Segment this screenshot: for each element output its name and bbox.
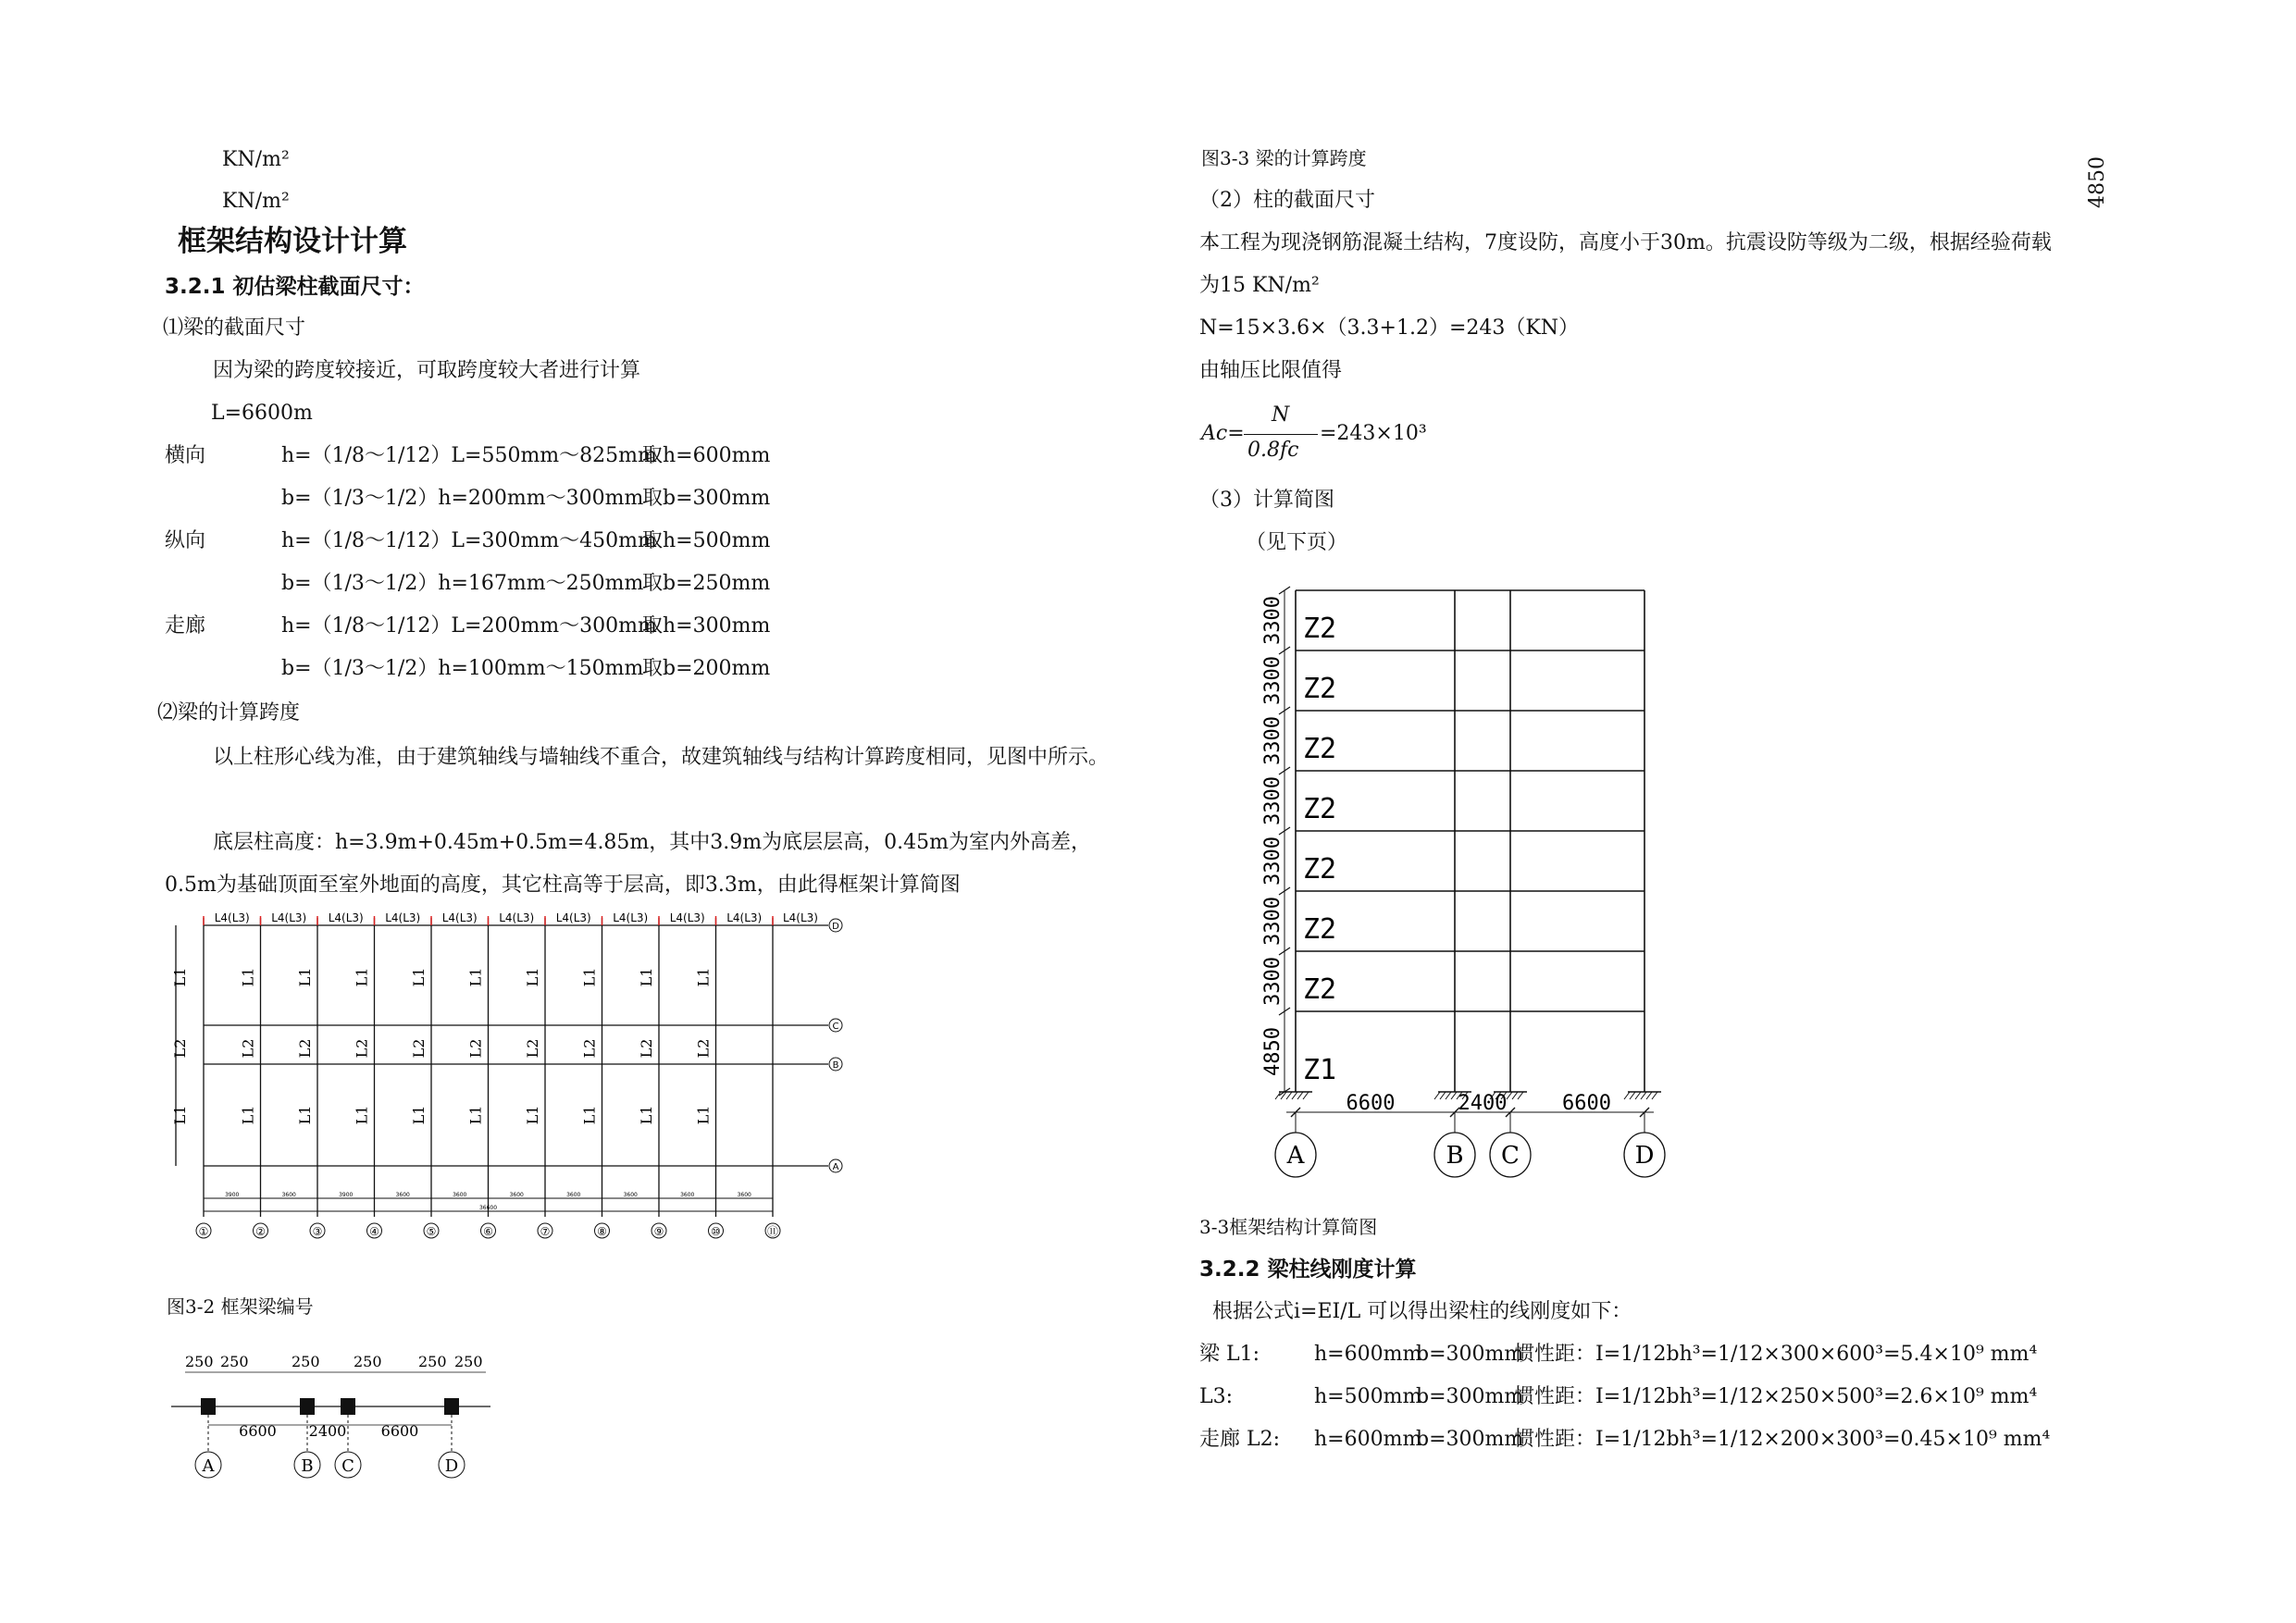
mini-top-dimension: 250 (292, 1353, 320, 1370)
frame-support-hatch (1451, 1092, 1457, 1099)
span-paragraph-1: 以上柱形心线为准，由于建筑轴线与墙轴线不重合，故建筑轴线与结构计算跨度相同，见图中所示。 (213, 746, 1110, 769)
frame-storey-height: 3300 (1261, 897, 1285, 946)
plan-beam-label: L1 (410, 967, 428, 987)
plan-beam-label: L1 (353, 967, 371, 987)
plan-axis-letter: D (832, 922, 839, 932)
frame-support-hatch (1652, 1092, 1657, 1099)
frame-storey-height: 3300 (1261, 836, 1285, 886)
mini-top-dimension: 250 (220, 1353, 249, 1370)
mini-column-square (201, 1398, 216, 1415)
stiffness-row-inertia: 惯性距：I=1/12bh³=1/12×200×300³=0.45×10⁹ mm⁴ (1514, 1428, 2051, 1451)
subsection-beam-section: ⑴梁的截面尺寸 (163, 316, 306, 340)
dimension-row-adopted: 取b=250mm (642, 572, 771, 595)
area-formula-numerator: N (1272, 403, 1290, 427)
plan-top-beam-label: L4(L3) (328, 911, 364, 924)
plan-beam-label: L1 (410, 1105, 428, 1125)
frame-storey-height: 3300 (1261, 957, 1285, 1006)
column-section-heading: （2）柱的截面尺寸 (1199, 189, 1375, 212)
plan-axis-number: ④ (369, 1225, 379, 1238)
stiffness-row-member: L3: (1199, 1385, 1234, 1408)
stiffness-formula-intro: 根据公式i=EI/L 可以得出梁柱的线刚度如下： (1212, 1300, 1632, 1323)
frame-axis-letter: C (1501, 1142, 1520, 1170)
see-next-page-note: （见下页） (1246, 531, 1348, 554)
frame-support-hatch (1297, 1092, 1303, 1099)
plan-axis-number: ③ (312, 1225, 323, 1238)
plan-top-beam-label: L4(L3) (214, 911, 250, 924)
plan-axis-number: ⑧ (597, 1225, 607, 1238)
plan-bay-dimension: 3600 (566, 1192, 581, 1198)
plan-beam-label: L1 (171, 1105, 189, 1125)
plan-top-beam-label: L4(L3) (271, 911, 307, 924)
area-formula (1201, 403, 1442, 472)
frame-column-label: Z2 (1303, 733, 1337, 765)
dimension-row-formula: h=（1/8～1/12）L=550mm～825mm (281, 444, 657, 467)
frame-support-hatch (1434, 1092, 1440, 1099)
subsection-beam-span: ⑵梁的计算跨度 (157, 701, 301, 725)
frame-support-hatch (1518, 1092, 1523, 1099)
plan-top-beam-label: L4(L3) (555, 911, 591, 924)
plan-bay-dimension: 3600 (623, 1192, 638, 1198)
dimension-row-label: 走廊 (165, 614, 206, 638)
plan-beam-label: L1 (638, 967, 655, 987)
plan-top-beam-label: L4(L3) (613, 911, 649, 924)
plan-bay-dimension: 3900 (225, 1192, 240, 1198)
rotated-dimension-label: 4850 (2086, 156, 2109, 208)
figure-caption-3-3-frame: 3-3框架结构计算简图 (1199, 1216, 1378, 1238)
frame-support-hatch (1512, 1092, 1518, 1099)
dimension-row-adopted: 取h=500mm (642, 529, 771, 552)
figure-caption-3-2: 图3-2 框架梁编号 (167, 1295, 314, 1318)
plan-top-beam-label: L4(L3) (441, 911, 478, 924)
frame-column-label: Z2 (1303, 613, 1337, 645)
mini-span-dimension: 2400 (308, 1422, 347, 1440)
diagram-heading: （3）计算简图 (1199, 489, 1334, 512)
plan-beam-label: L1 (580, 1105, 599, 1125)
mini-span-dimension: 6600 (380, 1422, 419, 1440)
frame-support-hatch (1641, 1092, 1646, 1099)
stiffness-row-inertia: 惯性距：I=1/12bh³=1/12×300×600³=5.4×10⁹ mm⁴ (1514, 1343, 2038, 1366)
plan-bay-dimension: 3600 (509, 1192, 524, 1198)
span-paragraph-2: 底层柱高度：h=3.9m+0.45m+0.5m=4.85m，其中3.9m为底层层高，0.45m为室内外高差，0.5m为基础顶面至室外地面的高度，其它柱高等于层高，即3.3m，由此得框架计算简图 (165, 831, 1091, 897)
frame-column-label: Z2 (1303, 913, 1337, 946)
frame-storey-height: 3300 (1261, 596, 1285, 645)
area-formula-lhs: Ac= (1201, 422, 1245, 445)
plan-axis-number: ⑤ (426, 1225, 437, 1238)
plan-axis-number: ⑪ (766, 1225, 779, 1238)
plan-beam-label: L1 (466, 1105, 485, 1125)
figure-caption-3-3-span: 图3-3 梁的计算跨度 (1201, 147, 1367, 169)
plan-axis-number: ⑥ (483, 1225, 493, 1238)
plan-beam-label: L2 (524, 1038, 541, 1059)
frame-storey-height: 3300 (1261, 776, 1285, 825)
frame-support-hatch (1446, 1092, 1451, 1099)
axial-ratio-text: 由轴压比限值得 (1199, 359, 1343, 382)
mini-axis-letter: C (341, 1456, 354, 1476)
mini-axis-letter: D (444, 1456, 459, 1476)
plan-beam-label: L2 (410, 1038, 428, 1059)
plan-beam-label: L1 (580, 967, 599, 987)
stiffness-row-height: h=600mm (1314, 1343, 1422, 1366)
stiffness-row-width: b=300mm (1416, 1385, 1524, 1408)
frame-span-dimension: 6600 (1562, 1092, 1611, 1115)
plan-beam-label: L1 (694, 1105, 713, 1125)
plan-beam-label: L1 (171, 967, 189, 987)
plan-bay-dimension: 3600 (737, 1192, 751, 1198)
axial-load-formula: N=15×3.6×（3.3+1.2）=243（KN） (1199, 316, 1580, 340)
area-formula-denominator: 0.8fc (1247, 439, 1299, 462)
plan-bay-dimension: 3900 (339, 1192, 354, 1198)
plan-bay-dimension: 3600 (680, 1192, 695, 1198)
frame-column-label: Z2 (1303, 793, 1337, 825)
dimension-row-formula: h=（1/8～1/12）L=300mm～450mm (281, 529, 657, 552)
plan-beam-label: L1 (466, 967, 485, 987)
dimension-row-label: 横向 (165, 444, 206, 467)
plan-beam-label: L1 (353, 1105, 371, 1125)
stiffness-row-width: b=300mm (1416, 1343, 1524, 1366)
span-length: L=6600m (211, 402, 313, 425)
plan-axis-number: ⑦ (540, 1225, 551, 1238)
frame-support-hatch (1440, 1092, 1446, 1099)
mini-top-dimension: 250 (418, 1353, 447, 1370)
plan-beam-label: L2 (638, 1038, 655, 1059)
frame-support-hatch (1630, 1092, 1635, 1099)
section-heading-322: 3.2.2 梁柱线刚度计算 (1199, 1258, 1417, 1282)
frame-support-hatch (1275, 1092, 1281, 1099)
plan-beam-label: L2 (171, 1038, 189, 1059)
frame-axis-letter: B (1446, 1142, 1464, 1170)
plan-beam-label: L1 (524, 1105, 541, 1125)
plan-axis-number: ① (198, 1225, 209, 1238)
column-paragraph-line-1: 本工程为现浇钢筋混凝土结构，7度设防，高度小于30m。抗震设防等级为二级，根据经验荷载 (1199, 231, 2052, 254)
page-title: 框架结构设计计算 (178, 225, 407, 258)
frame-storey-height: 3300 (1261, 716, 1285, 765)
plan-top-beam-label: L4(L3) (782, 911, 819, 924)
plan-beam-label: L1 (694, 967, 713, 987)
stiffness-row-width: b=300mm (1416, 1428, 1524, 1451)
plan-axis-letter: A (832, 1162, 839, 1172)
frame-column-label: Z1 (1303, 1054, 1337, 1086)
unit-line-1: KN/m² (222, 148, 290, 171)
frame-support-hatch (1303, 1092, 1309, 1099)
plan-axis-letter: B (832, 1060, 839, 1071)
dimension-row-formula: b=（1/3～1/2）h=100mm～150mm (281, 657, 644, 680)
stiffness-row-inertia: 惯性距：I=1/12bh³=1/12×250×500³=2.6×10⁹ mm⁴ (1514, 1385, 2038, 1408)
frame-support-hatch (1624, 1092, 1630, 1099)
plan-axis-number: ⑨ (653, 1225, 664, 1238)
plan-top-beam-label: L4(L3) (385, 911, 421, 924)
frame-axis-letter: A (1286, 1142, 1305, 1170)
plan-beam-label: L2 (239, 1038, 257, 1059)
column-paragraph-line-2: 为15 KN/m² (1199, 274, 1320, 297)
stiffness-row-height: h=600mm (1314, 1428, 1422, 1451)
plan-bay-dimension: 3600 (395, 1192, 410, 1198)
stiffness-row-height: h=500mm (1314, 1385, 1422, 1408)
stiffness-row-member: 梁 L1: (1199, 1343, 1260, 1366)
dimension-row-adopted: 取h=600mm (642, 444, 771, 467)
dimension-row-adopted: 取b=200mm (642, 657, 771, 680)
area-formula-rhs: =243×10³ (1320, 422, 1427, 445)
plan-beam-label: L1 (524, 967, 541, 987)
stiffness-row-member: 走廊 L2: (1199, 1428, 1281, 1451)
frame-support-hatch (1292, 1092, 1297, 1099)
unit-line-2: KN/m² (222, 190, 290, 213)
frame-storey-height: 4850 (1261, 1027, 1285, 1076)
mini-column-square (444, 1398, 459, 1415)
plan-beam-label: L2 (353, 1038, 371, 1059)
dimension-row-formula: b=（1/3～1/2）h=200mm～300mm (281, 487, 644, 510)
frame-calculation-diagram (1240, 574, 1684, 1170)
dimension-row-label: 纵向 (165, 529, 206, 552)
plan-beam-label: L2 (466, 1038, 485, 1059)
mini-top-dimension: 250 (354, 1353, 382, 1370)
mini-column-square (300, 1398, 315, 1415)
frame-support-hatch (1635, 1092, 1641, 1099)
dimension-row-adopted: 取h=300mm (642, 614, 771, 638)
frame-column-label: Z2 (1303, 973, 1337, 1006)
plan-beam-label: L1 (638, 1105, 655, 1125)
plan-beam-label: L2 (296, 1038, 314, 1059)
dimension-row-formula: h=（1/8～1/12）L=200mm～300mm (281, 614, 657, 638)
frame-support-hatch (1507, 1092, 1512, 1099)
plan-axis-number: ⑩ (711, 1225, 721, 1238)
frame-span-dimension: 6600 (1346, 1092, 1396, 1115)
dimension-row-formula: b=（1/3～1/2）h=167mm～250mm (281, 572, 644, 595)
mini-column-square (341, 1398, 355, 1415)
frame-support-hatch (1286, 1092, 1292, 1099)
plan-beam-label: L1 (296, 1105, 314, 1125)
mini-axis-letter: B (301, 1456, 314, 1476)
dimension-row-adopted: 取b=300mm (642, 487, 771, 510)
plan-beam-label: L2 (580, 1038, 599, 1059)
plan-top-beam-label: L4(L3) (499, 911, 535, 924)
section-heading-321: 3.2.1 初估梁柱截面尺寸： (165, 275, 425, 299)
frame-storey-height: 3300 (1261, 656, 1285, 705)
fraction-bar (1244, 434, 1318, 435)
frame-support-hatch (1646, 1092, 1652, 1099)
plan-bay-dimension: 3600 (453, 1192, 467, 1198)
plan-axis-number: ② (255, 1225, 266, 1238)
plan-beam-label: L1 (296, 967, 314, 987)
frame-axis-letter: D (1634, 1142, 1655, 1170)
plan-top-beam-label: L4(L3) (726, 911, 763, 924)
plan-bay-dimension: 3600 (281, 1192, 296, 1198)
mini-span-dimension: 6600 (239, 1422, 277, 1440)
mini-axis-letter: A (202, 1456, 215, 1476)
column-axis-diagram (167, 1346, 518, 1485)
frame-span-dimension: 2400 (1458, 1092, 1508, 1115)
frame-column-label: Z2 (1303, 673, 1337, 705)
mini-top-dimension: 250 (185, 1353, 214, 1370)
plan-axis-letter: C (832, 1022, 839, 1032)
plan-beam-label: L1 (239, 1105, 257, 1125)
plan-beam-label: L1 (239, 967, 257, 987)
framing-plan-diagram (167, 902, 870, 1254)
plan-beam-label: L2 (694, 1038, 713, 1059)
intro-text: 因为梁的跨度较接近，可取跨度较大者进行计算 (213, 359, 641, 382)
plan-top-beam-label: L4(L3) (669, 911, 705, 924)
plan-total-dimension: 36600 (478, 1205, 498, 1211)
frame-column-label: Z2 (1303, 853, 1337, 886)
mini-top-dimension: 250 (454, 1353, 483, 1370)
